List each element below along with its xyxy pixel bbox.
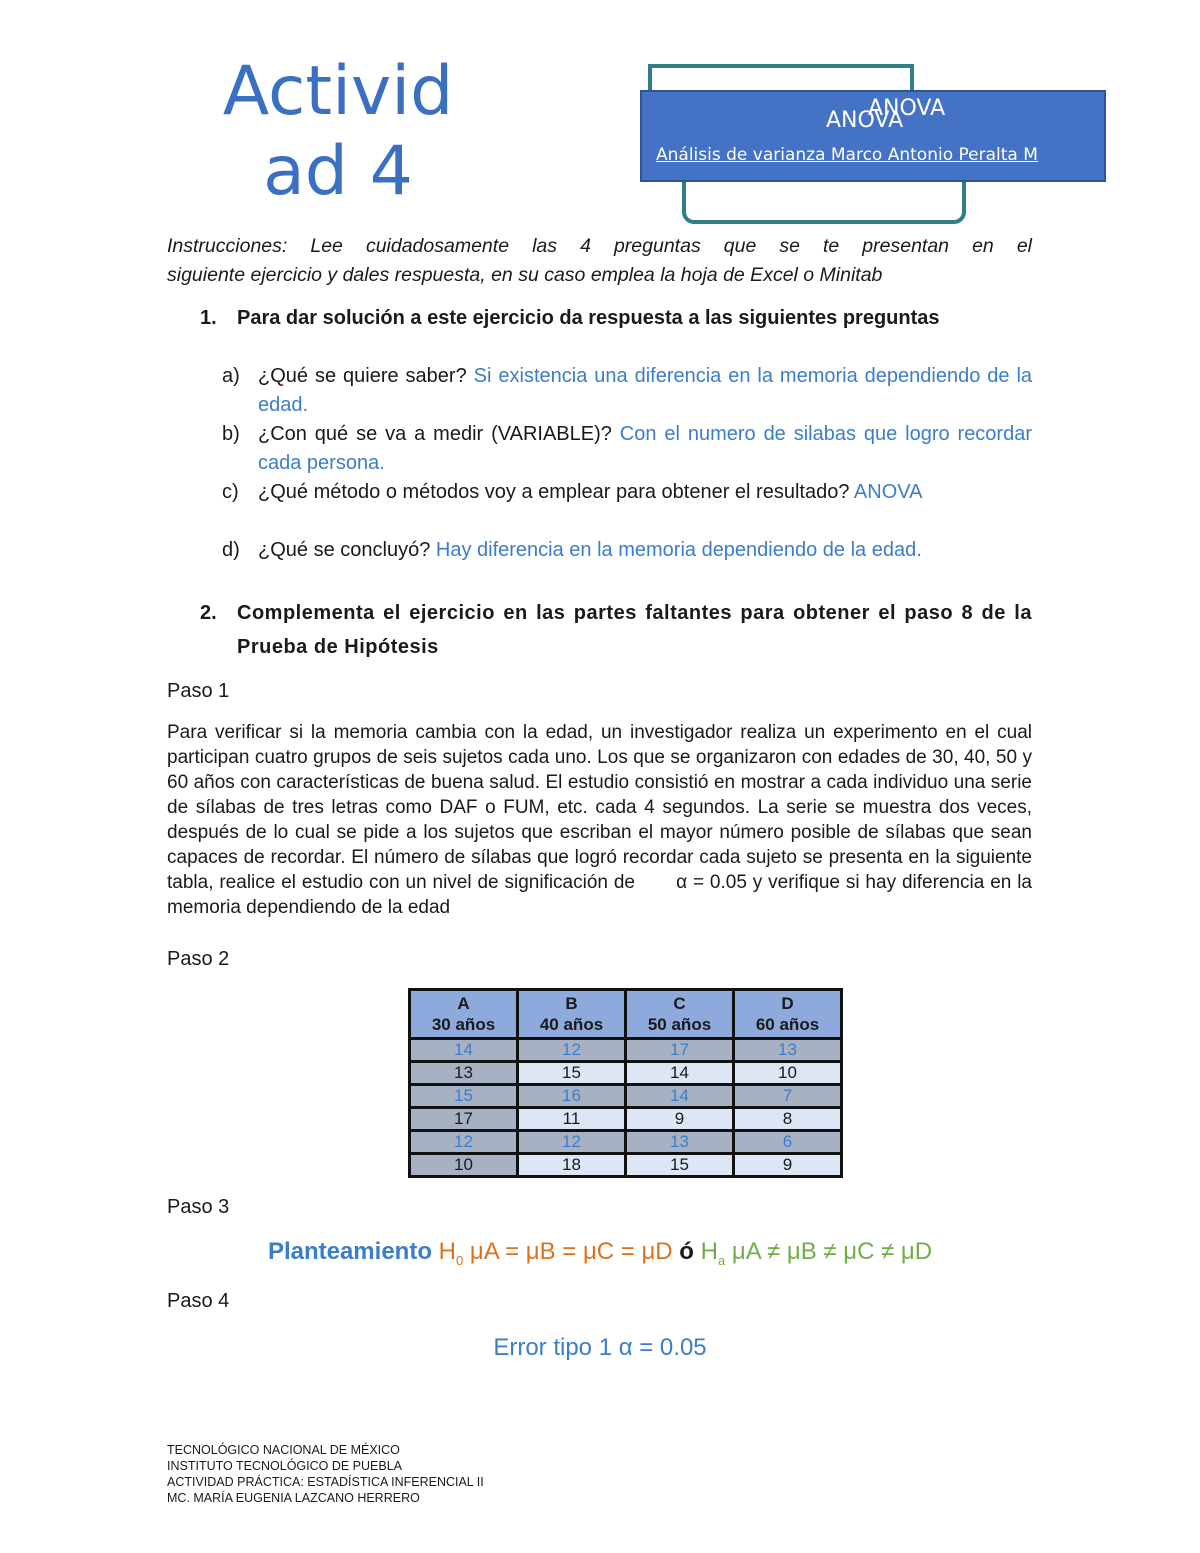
footer-line: INSTITUTO TECNOLÓGICO DE PUEBLA [167, 1459, 402, 1473]
item-a-question: ¿Qué se quiere saber? [258, 365, 467, 387]
item-b-letter: b) [222, 423, 240, 445]
table-header-row [410, 990, 842, 1039]
table-cell: 15 [518, 1062, 626, 1085]
footer-line: MC. MARÍA EUGENIA LAZCANO HERRERO [167, 1491, 420, 1505]
table-row [410, 1108, 842, 1131]
table-cell: 10 [410, 1154, 518, 1177]
item-d-question: ¿Qué se concluyó? [258, 539, 431, 561]
footer [167, 1442, 484, 1506]
item-d-answer: Hay diferencia en la memoria dependiendo de la edad. [435, 539, 922, 561]
footer-line: ACTIVIDAD PRÁCTICA: ESTADÍSTICA INFERENCIAL II [167, 1475, 484, 1489]
table-cell: 12 [518, 1039, 626, 1062]
item-d [258, 536, 1032, 565]
table-row [410, 1039, 842, 1062]
question-2-heading: Complementa el ejercicio en las partes faltantes para obtener el paso 8 de la Prueba de Hipótesis [237, 602, 1032, 658]
question-2-number: 2. [200, 602, 217, 624]
item-b [258, 420, 1032, 478]
table-cell: 14 [410, 1039, 518, 1062]
item-b-answer: Con el numero de silabas que logro recordar cada persona. [258, 423, 1033, 474]
table-cell: 11 [518, 1108, 626, 1131]
instructions-line-2: siguiente ejercicio y dales respuesta, en su caso emplea la hoja de Excel o Minitab [167, 264, 883, 286]
ha-symbol: H [700, 1238, 718, 1265]
table-cell: 7 [734, 1085, 842, 1108]
error-type-1: Error tipo 1 α = 0.05 [493, 1334, 707, 1361]
item-c [258, 478, 1032, 507]
item-a-answer: Si existencia una diferencia en la memoria dependiendo de la edad. [258, 365, 1033, 416]
paso-1-label: Paso 1 [167, 680, 230, 702]
header-age: 40 años [539, 1015, 604, 1034]
table-cell: 8 [734, 1108, 842, 1131]
footer-line: TECNOLÓGICO NACIONAL DE MÉXICO [167, 1443, 400, 1457]
banner-title-overlap: ANOVA [868, 96, 946, 121]
table-cell: 12 [410, 1131, 518, 1154]
ha-expression: μA ≠ μB ≠ μC ≠ μD [725, 1238, 933, 1265]
title-line-1: Activid [222, 52, 454, 131]
item-a-letter: a) [222, 365, 240, 387]
table-cell: 12 [518, 1131, 626, 1154]
banner-title: ANOVA [826, 108, 904, 133]
data-table [408, 988, 843, 1178]
item-b-question: ¿Con qué se va a medir (VARIABLE)? [258, 423, 612, 445]
header-b [518, 990, 626, 1039]
planteamiento-label: Planteamiento [267, 1238, 432, 1265]
table-cell: 6 [734, 1131, 842, 1154]
table-cell: 13 [626, 1131, 734, 1154]
item-a [258, 362, 1032, 420]
header-age: 30 años [431, 1015, 496, 1034]
header-letter: A [457, 994, 470, 1013]
table-cell: 17 [410, 1108, 518, 1131]
or-word: ó [672, 1238, 701, 1265]
header-d [734, 990, 842, 1039]
h0-symbol: H [438, 1238, 456, 1265]
header-letter: C [673, 994, 686, 1013]
header-a [410, 990, 518, 1039]
question-1-number: 1. [200, 307, 217, 329]
hypothesis-statement [0, 1238, 1200, 1268]
table-cell: 15 [626, 1154, 734, 1177]
table-cell: 14 [626, 1085, 734, 1108]
header-letter: B [565, 994, 578, 1013]
table-cell: 18 [518, 1154, 626, 1177]
table-cell: 13 [734, 1039, 842, 1062]
item-c-letter: c) [222, 481, 239, 503]
table-cell: 10 [734, 1062, 842, 1085]
problem-statement: Para verificar si la memoria cambia con la edad, un investigador realiza un experimento en el cual participan cuatro grupos de seis sujetos cada uno. Los que se organizaron con edades de 30, 40, 50 y 60 años con características de buena salud. El estudio consistió en mostrar a cada individuo una serie de sílabas de tres letras como DAF o FUM, etc. cada 4 segundos. La serie se muestra dos veces, después de lo cual se pide a los sujetos que escriban el mayor número posible de sílabas que sean capaces de recordar. El número de sílabas que logró recordar cada sujeto se presenta en la siguiente tabla, realice el estudio con un nivel de significación de α = 0.05 y verifique si hay diferencia en la memoria dependiendo de la edad [167, 722, 1038, 918]
item-c-question: ¿Qué método o métodos voy a emplear para obtener el resultado? [258, 481, 850, 503]
header-age: 60 años [755, 1015, 820, 1034]
table-cell: 17 [626, 1039, 734, 1062]
paso-2-label: Paso 2 [167, 948, 230, 970]
table-row [410, 1085, 842, 1108]
page-title [208, 52, 468, 212]
table-cell: 15 [410, 1085, 518, 1108]
paso-3-label: Paso 3 [167, 1196, 230, 1218]
item-c-answer: ANOVA [853, 481, 923, 503]
h0-expression: μA = μB = μC = μD [463, 1238, 673, 1265]
item-d-letter: d) [222, 539, 240, 561]
banner-subtitle: Análisis de varianza Marco Antonio Peralta M [656, 145, 1038, 165]
header-letter: D [781, 994, 794, 1013]
table-row [410, 1062, 842, 1085]
ha-subscript: a [717, 1252, 726, 1268]
table-row [410, 1131, 842, 1154]
header-age: 50 años [647, 1015, 712, 1034]
table-cell: 14 [626, 1062, 734, 1085]
instructions-line-1: Instrucciones: Lee cuidadosamente las 4 preguntas que se te presentan en el [167, 235, 1032, 257]
table-cell: 13 [410, 1062, 518, 1085]
header-c [626, 990, 734, 1039]
decorative-frame-bottom [682, 176, 966, 224]
table-cell: 9 [626, 1108, 734, 1131]
table-cell: 16 [518, 1085, 626, 1108]
title-line-2: ad 4 [263, 132, 413, 211]
h0-subscript: 0 [456, 1252, 464, 1268]
question-1-heading: Para dar solución a este ejercicio da respuesta a las siguientes preguntas [237, 307, 940, 329]
table-row [410, 1154, 842, 1177]
table-cell: 9 [734, 1154, 842, 1177]
instructions [167, 232, 1032, 290]
paso-4-label: Paso 4 [167, 1290, 230, 1312]
